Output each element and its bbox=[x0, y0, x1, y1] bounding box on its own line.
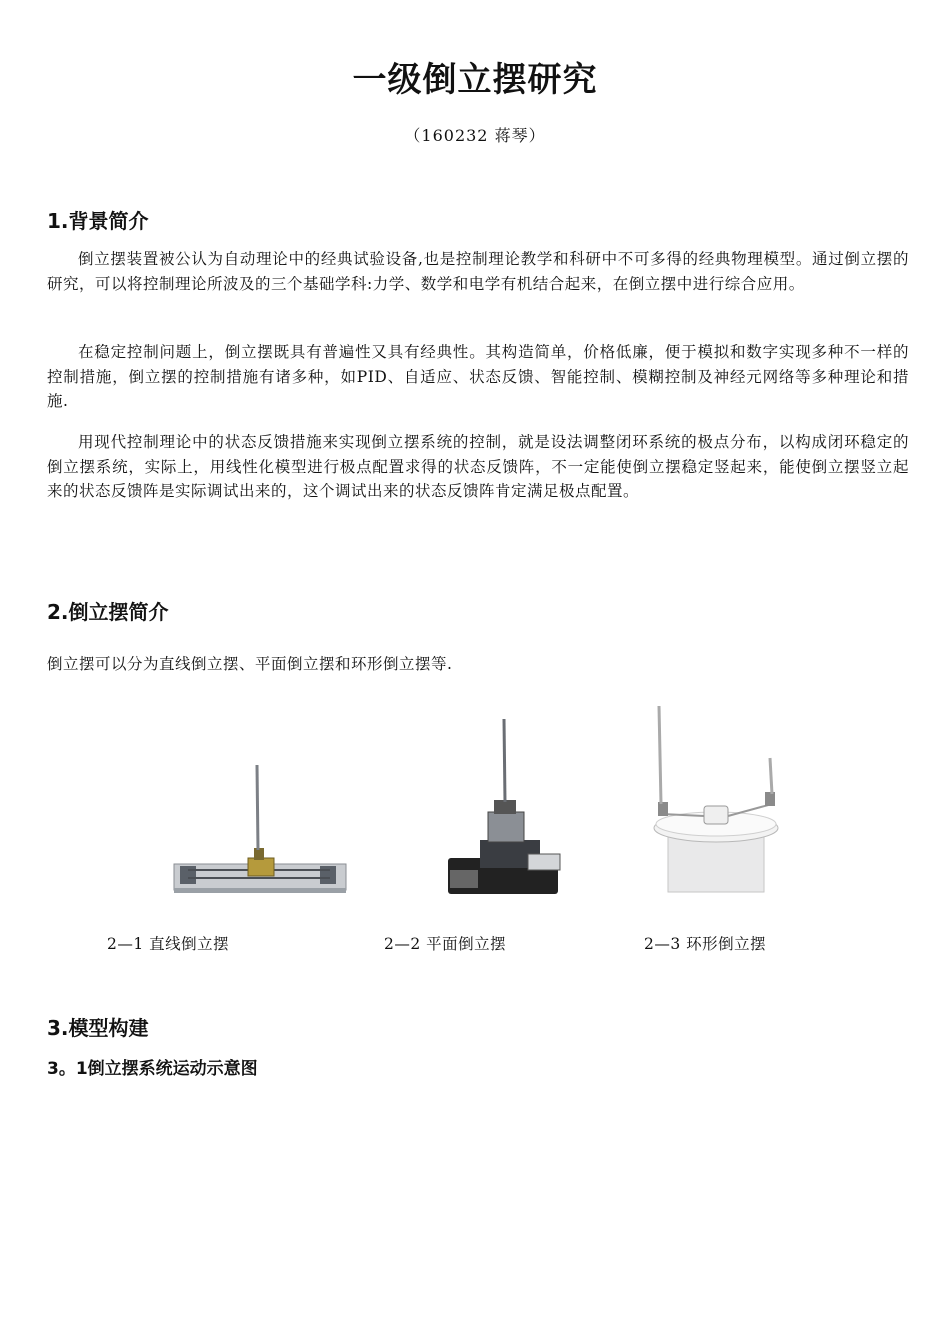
figure-caption-linear: 2—1 直线倒立摆 bbox=[107, 935, 230, 953]
paragraph-1: 倒立摆装置被公认为自动理论中的经典试验设备,也是控制理论教学和科研中不可多得的经典物理模型。通过倒立摆的研究，可以将控制理论所波及的三个基础学科:力学、数学和电学有机结合起来，在倒立摆中进行综合应用。 bbox=[47, 250, 909, 293]
document-subtitle: （160232 蒋琴） bbox=[404, 126, 546, 145]
paragraph-2: 在稳定控制问题上，倒立摆既具有普遍性又具有经典性。其构造简单，价格低廉，便于模拟和数字实现多种不一样的控制措施，倒立摆的控制措施有诸多种，如PID、自适应、状态反馈、智能控制、模糊控制及神经元网络等多种理论和措施. bbox=[47, 343, 909, 410]
section-intro-text: 倒立摆可以分为直线倒立摆、平面倒立摆和环形倒立摆等. bbox=[47, 655, 453, 673]
section-heading-model: 3.模型构建 bbox=[47, 1016, 149, 1040]
linear-pendulum-photo bbox=[170, 762, 350, 897]
figure-caption-circular: 2—3 环形倒立摆 bbox=[644, 935, 767, 953]
subsection-heading-motion-diagram: 3。1倒立摆系统运动示意图 bbox=[47, 1059, 258, 1079]
paragraph-3: 用现代控制理论中的状态反馈措施来实现倒立摆系统的控制，就是设法调整闭环系统的极点分布，以构成闭环稳定的倒立摆系统，实际上，用线性化模型进行极点配置求得的状态反馈阵，不一定能使倒立摆稳定竖起来，能使倒立摆竖立起来的状态反馈阵是实际调试出来的，这个调试出来的状态反馈阵肯定满足极点配置。 bbox=[47, 433, 909, 500]
section-heading-introduction: 2.倒立摆简介 bbox=[47, 600, 169, 624]
planar-pendulum-photo bbox=[440, 716, 565, 901]
figure-caption-planar: 2—2 平面倒立摆 bbox=[384, 935, 507, 953]
section-heading-background: 1.背景简介 bbox=[47, 209, 149, 233]
circular-pendulum-photo bbox=[652, 704, 780, 894]
document-title: 一级倒立摆研究 bbox=[352, 60, 598, 100]
